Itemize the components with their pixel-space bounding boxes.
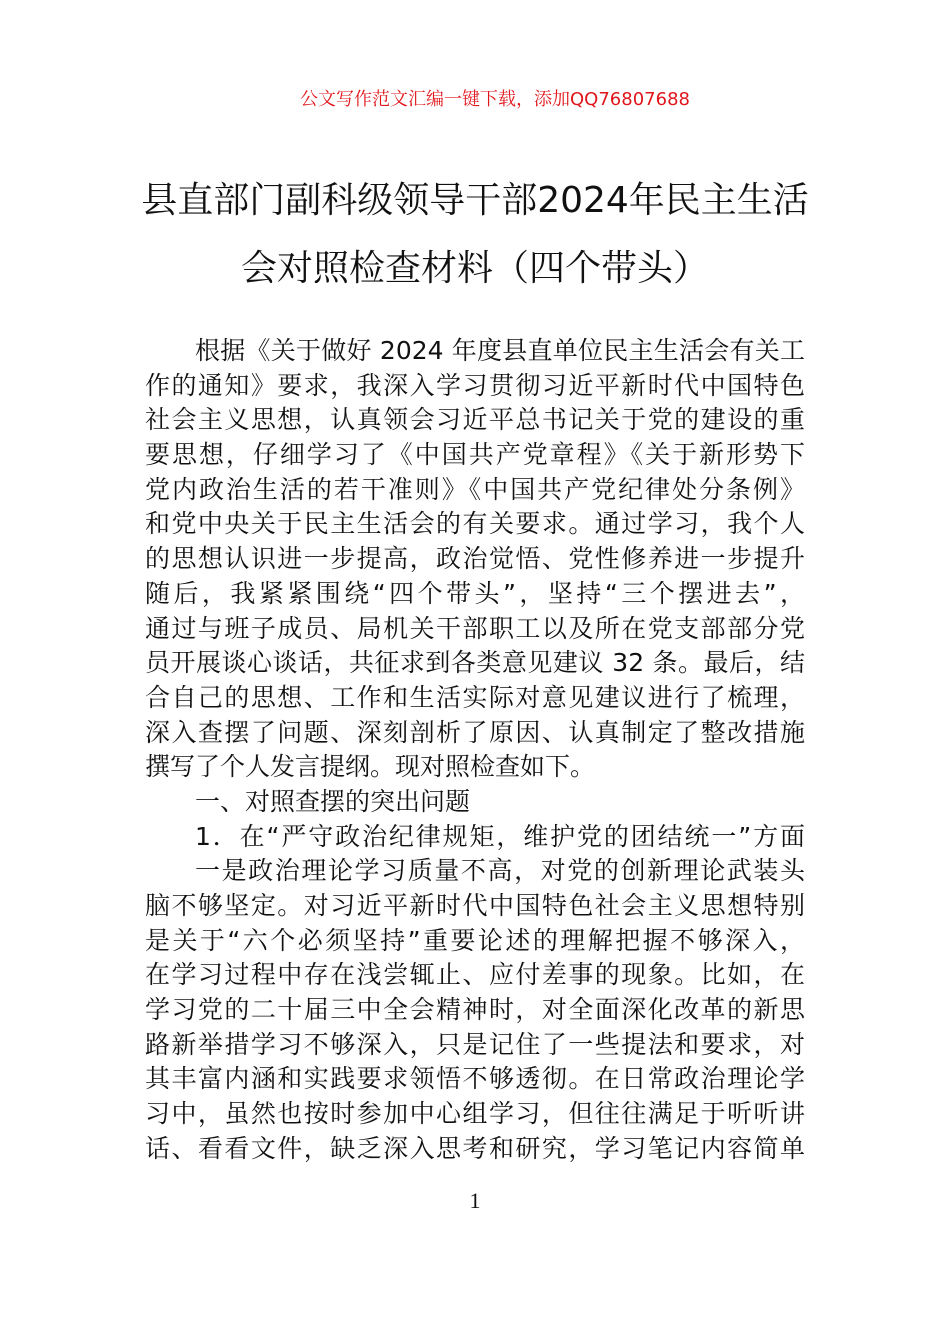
body-line: 习中，虽然也按时参加中心组学习，但往往满足于听听讲 (145, 1099, 805, 1129)
body-line: 党内政治生活的若干准则》《中国共产党纪律处分条例》 (145, 474, 805, 504)
body-line: 路新举措学习不够深入，只是记住了一些提法和要求，对 (145, 1029, 805, 1059)
page-number: 1 (469, 1188, 481, 1213)
body-line: 作的通知》要求，我深入学习贯彻习近平新时代中国特色 (145, 370, 805, 400)
body-line: 话、看看文件，缺乏深入思考和研究，学习笔记内容简单 (145, 1133, 805, 1163)
body-line: 社会主义思想，认真领会习近平总书记关于党的建设的重 (145, 405, 805, 435)
document-title-line-1: 县直部门副科级领导干部2024年民主生活 (141, 180, 809, 221)
section-heading: 一、对照查摆的突出问题 (195, 786, 471, 816)
body-line: 深入查摆了问题、深刻剖析了原因、认真制定了整改措施 (145, 717, 805, 747)
body-line: 根据《关于做好 2024 年度县直单位民主生活会有关工 (195, 336, 805, 365)
body-line: 的思想认识进一步提高，政治觉悟、党性修养进一步提升 (145, 544, 805, 574)
body-line: 一是政治理论学习质量不高，对党的创新理论武装头 (195, 856, 805, 886)
body-line: 要思想，仔细学习了《中国共产党章程》《关于新形势下 (145, 440, 805, 470)
body-line: 在学习过程中存在浅尝辄止、应付差事的现象。比如，在 (145, 960, 805, 990)
header-note: 公文写作范文汇编一键下载，添加QQ76807688 (300, 89, 690, 110)
body-line: 和党中央关于民主生活会的有关要求。通过学习，我个人 (145, 509, 805, 539)
body-line: 随后，我紧紧围绕“四个带头”，坚持“三个摆进去”， (145, 578, 805, 608)
body-line: 学习党的二十届三中全会精神时，对全面深化改革的新思 (145, 995, 805, 1025)
subsection-heading: 1．在“严守政治纪律规矩，维护党的团结统一”方面 (195, 821, 805, 851)
document-body (145, 334, 805, 1167)
body-line: 员开展谈心谈话，共征求到各类意见建议 32 条。最后，结 (145, 648, 805, 678)
body-line: 合自己的思想、工作和生活实际对意见建议进行了梳理， (145, 682, 805, 712)
body-line: 脑不够坚定。对习近平新时代中国特色社会主义思想特别 (145, 891, 805, 920)
body-line: 通过与班子成员、局机关干部职工以及所在党支部部分党 (145, 613, 805, 643)
body-line: 是关于“六个必须坚持”重要论述的理解把握不够深入， (145, 925, 805, 955)
body-line: 撰写了个人发言提纲。现对照检查如下。 (145, 752, 596, 782)
document-title-line-2: 会对照检查材料（四个带头） (240, 248, 709, 289)
body-line: 其丰富内涵和实践要求领悟不够透彻。在日常政治理论学 (145, 1064, 805, 1094)
